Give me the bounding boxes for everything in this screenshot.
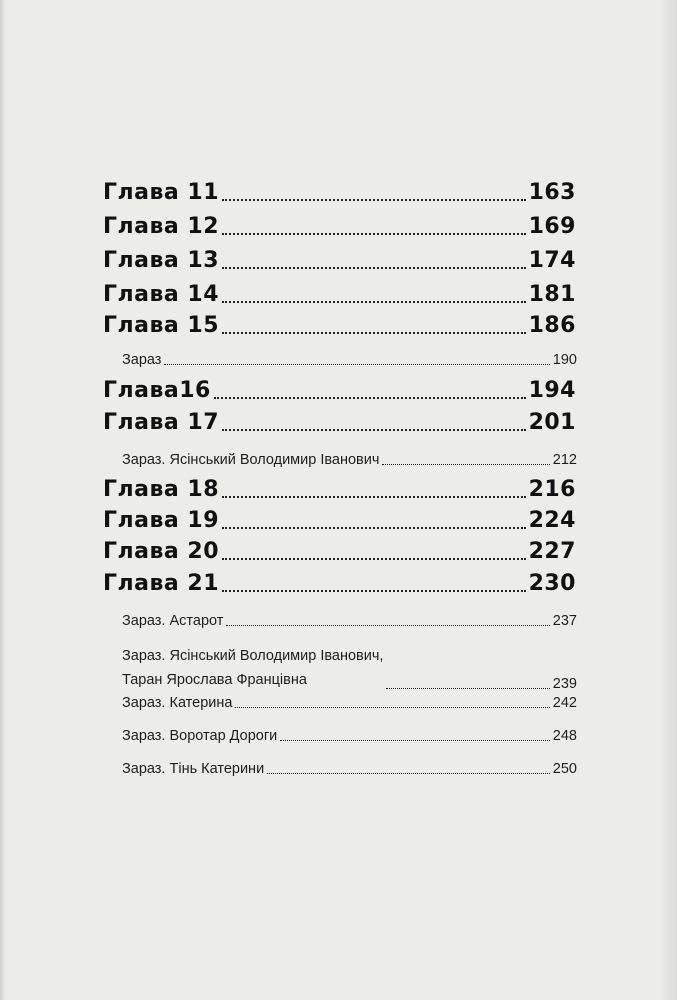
toc-entry-title: Зараз. Катерина (122, 695, 233, 711)
dot-leader (164, 364, 549, 365)
toc-entry-chapter (103, 508, 576, 533)
toc-entry-page: 224 (528, 508, 576, 533)
dot-leader (222, 332, 526, 334)
toc-entry-title: Глава 21 (103, 571, 220, 596)
toc-entry-page: 181 (528, 282, 576, 307)
dot-leader (226, 625, 549, 626)
toc-entry-page: 212 (552, 452, 577, 468)
toc-entry-title-line: Таран Ярослава Францівна (122, 672, 307, 688)
toc-entry-chapter (103, 571, 576, 596)
toc-entry-page: 230 (528, 571, 576, 596)
dot-leader (222, 233, 526, 235)
toc-entry-title: Глава 15 (103, 313, 220, 338)
toc-entry-title: Глава 14 (103, 282, 220, 307)
toc-entry-chapter (103, 282, 576, 307)
toc-entry-chapter (103, 248, 576, 273)
toc-entry-title: Глава 17 (103, 410, 220, 435)
dot-leader (222, 527, 526, 529)
toc-entry-title: Глава 13 (103, 248, 220, 273)
toc-entry-title: Глава16 (103, 378, 211, 403)
toc-entry-title: Зараз. Ясінський Володимир Іванович (122, 452, 380, 468)
toc-entry-page: 250 (552, 761, 577, 777)
toc-entry-title: Глава 18 (103, 477, 220, 502)
toc-entry-page: 163 (528, 180, 576, 205)
toc-entry-title: Зараз (122, 352, 162, 368)
toc-entry-section (122, 728, 577, 744)
toc-entry-page: 216 (528, 477, 576, 502)
toc-entry-section (122, 613, 577, 629)
dot-leader (382, 464, 549, 465)
toc-entry-page: 186 (528, 313, 576, 338)
toc-entry-chapter (103, 477, 576, 502)
dot-leader (222, 429, 526, 431)
toc-entry-title: Зараз. Воротар Дороги (122, 728, 278, 744)
toc-entry-chapter (103, 214, 576, 239)
toc-entry-title: Глава 19 (103, 508, 220, 533)
toc-entry-page: 174 (528, 248, 576, 273)
toc-entry-title (122, 644, 383, 692)
toc-entry-title: Глава 20 (103, 539, 220, 564)
toc-entry-page: 169 (528, 214, 576, 239)
dot-leader (214, 397, 526, 399)
toc-entry-section (122, 644, 577, 692)
toc-entry-page: 248 (552, 728, 577, 744)
dot-leader (222, 590, 526, 592)
dot-leader (267, 773, 550, 774)
dot-leader (222, 558, 526, 560)
toc-entry-section (122, 761, 577, 777)
toc-entry-title-line: Зараз. Ясінський Володимир Іванович, (122, 648, 384, 664)
toc-entry-chapter (103, 313, 576, 338)
toc-entry-page: 242 (552, 695, 577, 711)
dot-leader (222, 199, 526, 201)
toc-entry-page: 190 (552, 352, 577, 368)
toc-entry-page: 239 (552, 676, 577, 692)
dot-leader (222, 496, 526, 498)
toc-entry-section (122, 352, 577, 368)
toc-entry-chapter (103, 180, 576, 205)
toc-entry-chapter (103, 378, 576, 403)
dot-leader (386, 688, 549, 689)
toc-entry-page: 201 (528, 410, 576, 435)
toc-entry-chapter (103, 410, 576, 435)
dot-leader (222, 301, 526, 303)
toc-entry-page: 237 (552, 613, 577, 629)
toc-entry-section (122, 452, 577, 468)
toc-entry-title: Зараз. Тінь Катерини (122, 761, 265, 777)
toc-entry-title: Глава 11 (103, 180, 220, 205)
toc-entry-page: 227 (528, 539, 576, 564)
toc-entry-title: Зараз. Астарот (122, 613, 224, 629)
toc-entry-title: Глава 12 (103, 214, 220, 239)
toc-entry-chapter (103, 539, 576, 564)
dot-leader (280, 740, 550, 741)
dot-leader (235, 707, 549, 708)
toc-entry-section (122, 695, 577, 711)
toc-entry-page: 194 (528, 378, 576, 403)
dot-leader (222, 267, 526, 269)
